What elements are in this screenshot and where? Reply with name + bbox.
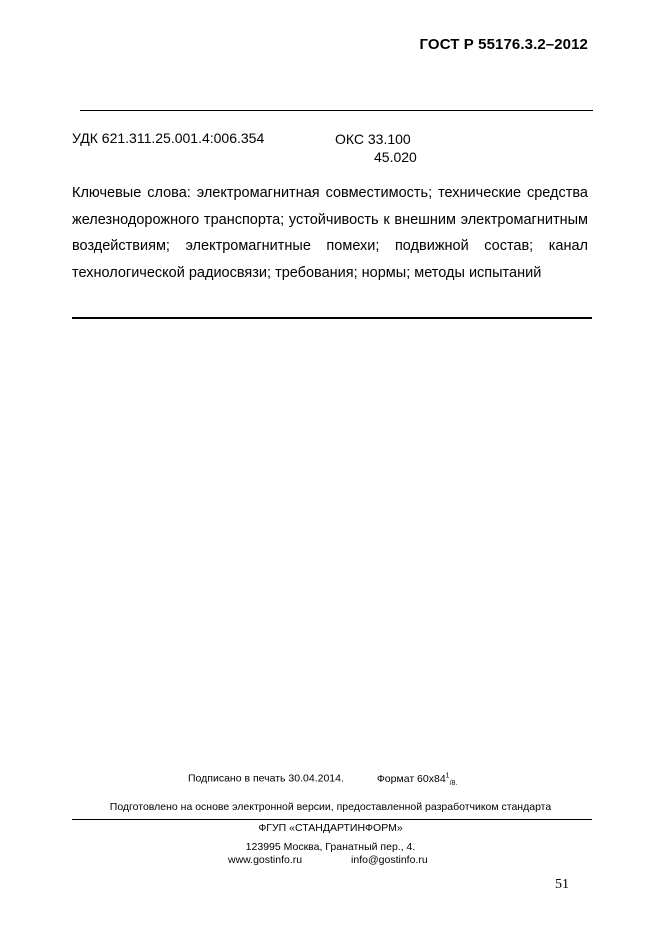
page-number: 51 <box>555 877 569 892</box>
standard-code: ГОСТ Р 55176.3.2–2012 <box>419 36 588 53</box>
oks-code-1: ОКС 33.100 <box>335 131 411 147</box>
prepared-note: Подготовлено на основе электронной версии, предоставленной разработчиком стандарта <box>109 801 552 813</box>
oks-codes <box>335 130 417 166</box>
footer-divider <box>72 819 592 820</box>
publisher-name: ФГУП «СТАНДАРТИНФОРМ» <box>258 822 403 834</box>
keywords-divider <box>72 317 592 319</box>
publisher-website[interactable]: www.gostinfo.ru <box>228 854 303 866</box>
oks-code-2: 45.020 <box>374 149 417 165</box>
header-divider <box>80 110 593 111</box>
publisher-contacts <box>228 854 428 866</box>
format-prefix: Формат 60x84 <box>376 772 446 785</box>
udk-code: УДК 621.311.25.001.4:006.354 <box>72 130 265 146</box>
publisher-address: 123995 Москва, Гранатный пер., 4. <box>245 841 416 853</box>
print-format <box>377 773 458 785</box>
format-sub: /8. <box>449 779 458 787</box>
format-sup: 1 <box>445 772 450 779</box>
signed-info <box>188 772 457 787</box>
signed-date: Подписано в печать 30.04.2014. <box>188 772 344 785</box>
keywords-paragraph: Ключевые слова: электромагнитная совместимость; технические средства железнодорожного транспорта; устойчивость к внешним электромагнитным воздействиям; электромагнитные помехи; подвижной состав; канал технологической радиосвязи; требования; нормы; методы испытаний <box>72 185 588 281</box>
publisher-email[interactable]: info@gostinfo.ru <box>351 854 428 866</box>
